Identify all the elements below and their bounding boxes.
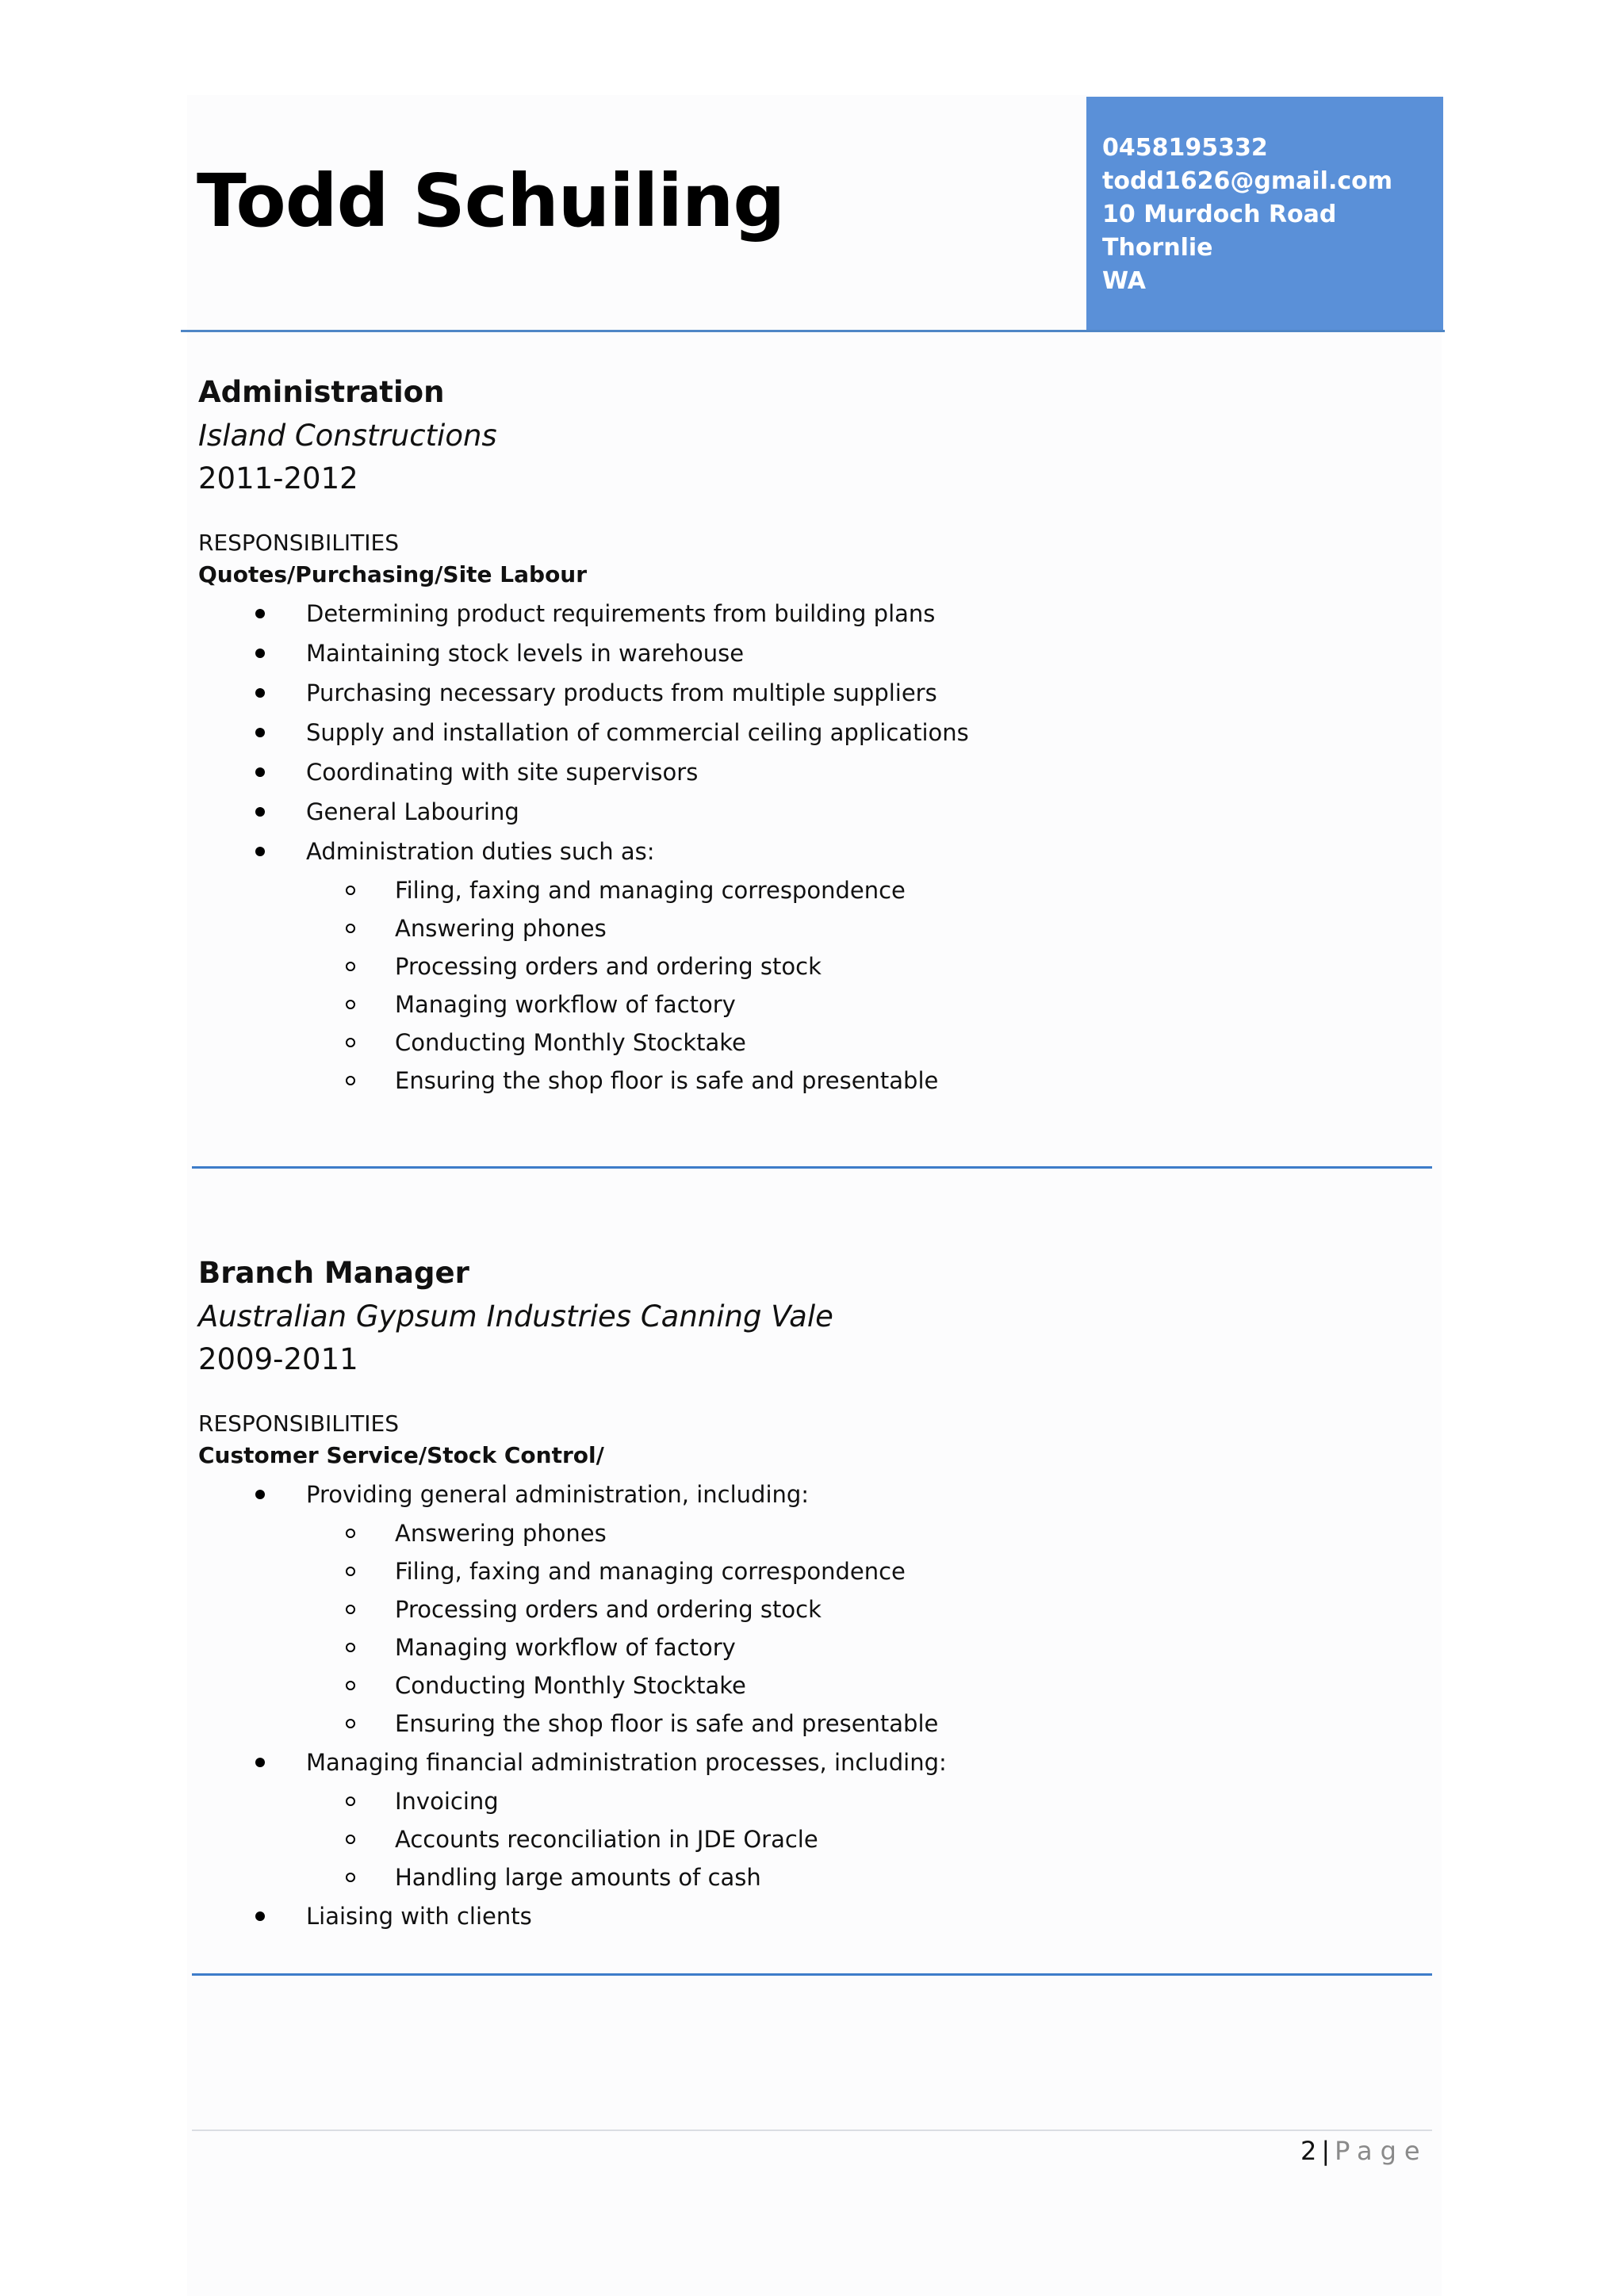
sub-list-item: Managing workflow of factory <box>198 985 1435 1024</box>
sub-list-item: Answering phones <box>198 909 1435 947</box>
list-item: Providing general administration, including: Answering phones Filing, faxing and managing correspondence Processing orders and ordering stock Managing workflow of factory Conducting Monthly Stocktake Ensuring the shop floor is safe and presentable <box>198 1475 1435 1743</box>
contact-state: WA <box>1102 267 1146 295</box>
contact-email: todd1626@gmail.com <box>1102 167 1392 195</box>
circle-bullet-icon <box>346 1605 355 1614</box>
job-years: 2011-2012 <box>198 461 358 496</box>
circle-bullet-icon <box>346 1567 355 1576</box>
contact-street: 10 Murdoch Road <box>1102 201 1337 228</box>
circle-bullet-icon <box>346 962 355 971</box>
page-separator: | <box>1321 2136 1331 2166</box>
responsibilities-heading: RESPONSIBILITIES <box>198 1410 399 1437</box>
sub-list-item: Processing orders and ordering stock <box>198 947 1435 985</box>
sub-list-item: Conducting Monthly Stocktake <box>198 1667 1435 1705</box>
list-item: Administration duties such as: Filing, faxing and managing correspondence Answering phones Processing orders and ordering stock Managing workflow of factory Conducting Monthly Stocktake Ensuring the shop floor is safe and presentable <box>198 832 1435 1100</box>
sub-list-item: Handling large amounts of cash <box>198 1858 1435 1896</box>
sub-list-item: Answering phones <box>198 1514 1435 1552</box>
bullet-icon <box>255 1490 265 1499</box>
contact-box <box>1086 97 1443 331</box>
sub-list-item: Managing workflow of factory <box>198 1628 1435 1667</box>
responsibility-list <box>198 594 1435 1100</box>
page-footer <box>1300 2136 1428 2166</box>
sub-list-item: Ensuring the shop floor is safe and presentable <box>198 1062 1435 1100</box>
job-title: Administration <box>198 375 445 409</box>
header-divider <box>181 330 1445 332</box>
job-title: Branch Manager <box>198 1256 469 1290</box>
bullet-icon <box>255 767 265 777</box>
sub-list <box>306 1782 1435 1896</box>
sub-list <box>306 871 1435 1100</box>
sub-list-item: Conducting Monthly Stocktake <box>198 1024 1435 1062</box>
list-item: Determining product requirements from building plans <box>198 594 1435 633</box>
sub-list-item: Invoicing <box>198 1782 1435 1820</box>
sub-list-item: Filing, faxing and managing correspondence <box>198 871 1435 909</box>
circle-bullet-icon <box>346 1873 355 1882</box>
list-item: Liaising with clients <box>198 1896 1435 1936</box>
circle-bullet-icon <box>346 1643 355 1652</box>
candidate-name: Todd Schuiling <box>197 159 785 243</box>
job-section-administration <box>198 370 1435 1100</box>
list-item: Managing financial administration processes, including: Invoicing Accounts reconciliation in JDE Oracle Handling large amounts of cash <box>198 1743 1435 1896</box>
circle-bullet-icon <box>346 1797 355 1806</box>
responsibilities-subheading: Quotes/Purchasing/Site Labour <box>198 561 588 587</box>
sub-list <box>306 1514 1435 1743</box>
circle-bullet-icon <box>346 924 355 933</box>
page-number: 2 <box>1300 2136 1317 2166</box>
bullet-icon <box>255 847 265 856</box>
circle-bullet-icon <box>346 1038 355 1047</box>
contact-phone: 0458195332 <box>1102 134 1268 162</box>
circle-bullet-icon <box>346 1681 355 1690</box>
list-item: Purchasing necessary products from multiple suppliers <box>198 673 1435 713</box>
bullet-icon <box>255 728 265 737</box>
circle-bullet-icon <box>346 1000 355 1009</box>
bullet-icon <box>255 1758 265 1767</box>
circle-bullet-icon <box>346 1529 355 1538</box>
list-item: Maintaining stock levels in warehouse <box>198 633 1435 673</box>
sub-list-item: Accounts reconciliation in JDE Oracle <box>198 1820 1435 1858</box>
bullet-icon <box>255 807 265 817</box>
job-company: Australian Gypsum Industries Canning Vale <box>198 1299 833 1334</box>
footer-divider <box>192 2130 1432 2131</box>
list-item: General Labouring <box>198 792 1435 832</box>
circle-bullet-icon <box>346 886 355 895</box>
sub-list-item: Ensuring the shop floor is safe and presentable <box>198 1705 1435 1743</box>
responsibilities-subheading: Customer Service/Stock Control/ <box>198 1442 604 1468</box>
contact-suburb: Thornlie <box>1102 234 1213 262</box>
responsibilities-heading: RESPONSIBILITIES <box>198 530 399 556</box>
list-item: Supply and installation of commercial ceiling applications <box>198 713 1435 752</box>
job-years: 2009-2011 <box>198 1342 358 1376</box>
bullet-icon <box>255 688 265 698</box>
bullet-icon <box>255 1911 265 1921</box>
page-label: Page <box>1335 2136 1428 2166</box>
list-item: Coordinating with site supervisors <box>198 752 1435 792</box>
sub-list-item: Filing, faxing and managing correspondence <box>198 1552 1435 1590</box>
circle-bullet-icon <box>346 1076 355 1085</box>
circle-bullet-icon <box>346 1719 355 1728</box>
responsibility-list <box>198 1475 1435 1936</box>
job-section-branch-manager <box>198 1251 1435 1936</box>
job-company: Island Constructions <box>198 419 497 453</box>
bullet-icon <box>255 649 265 658</box>
section-divider <box>192 1973 1432 1976</box>
section-divider <box>192 1166 1432 1169</box>
bullet-icon <box>255 609 265 618</box>
sub-list-item: Processing orders and ordering stock <box>198 1590 1435 1628</box>
circle-bullet-icon <box>346 1835 355 1844</box>
